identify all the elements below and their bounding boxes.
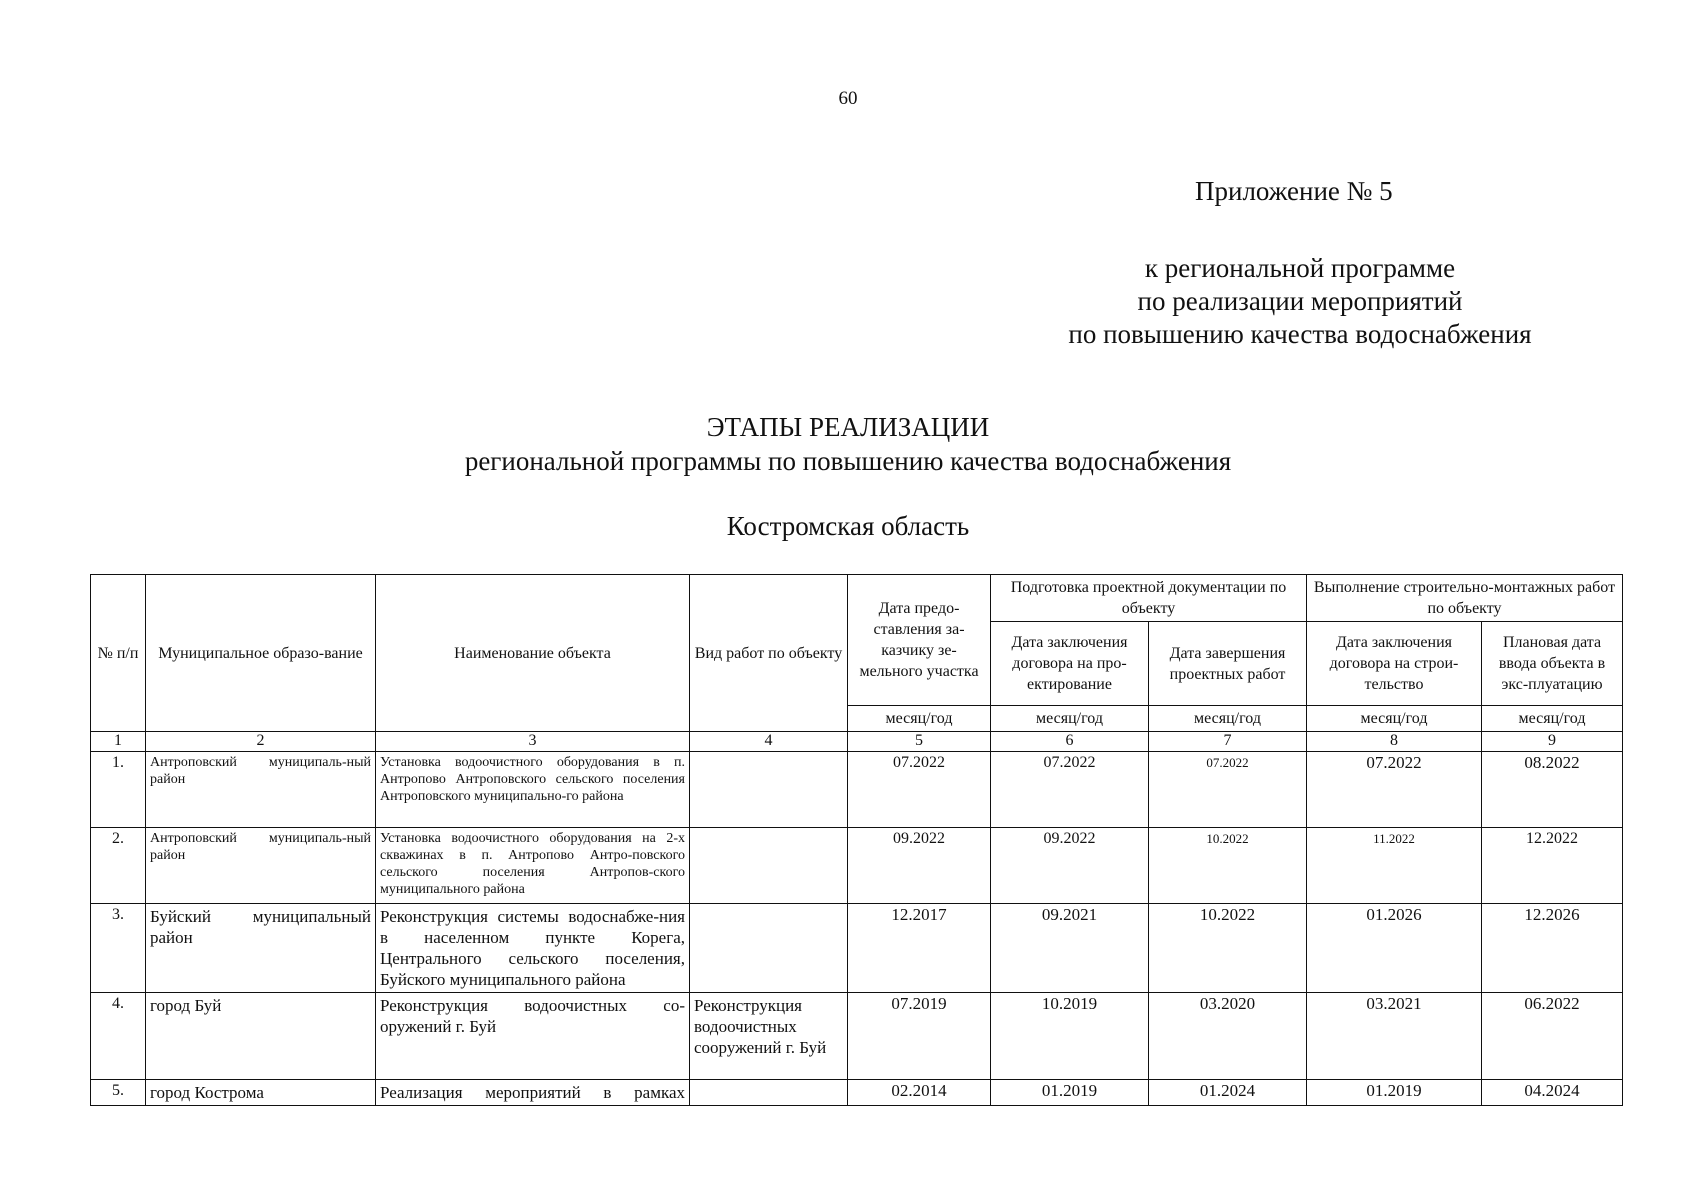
row-land-date: 07.2019 — [848, 993, 991, 1080]
row-construction-contract: 01.2019 — [1307, 1080, 1482, 1106]
row-design-finish: 10.2022 — [1149, 904, 1307, 993]
unit-label: месяц/год — [848, 706, 991, 732]
document-title: ЭТАПЫ РЕАЛИЗАЦИИ — [706, 412, 990, 442]
row-commissioning: 04.2024 — [1482, 1080, 1623, 1106]
header-municipality: Муниципальное образо-вание — [146, 575, 376, 732]
column-number: 7 — [1149, 732, 1307, 752]
row-construction-contract: 07.2022 — [1307, 752, 1482, 828]
row-design-contract: 10.2019 — [991, 993, 1149, 1080]
row-commissioning: 12.2026 — [1482, 904, 1623, 993]
row-municipality: Антроповский муниципаль-ный район — [146, 752, 376, 828]
row-commissioning: 06.2022 — [1482, 993, 1623, 1080]
column-number: 3 — [376, 732, 690, 752]
row-land-date: 07.2022 — [848, 752, 991, 828]
header-design-group: Подготовка проектной документации по объекту — [991, 575, 1307, 622]
row-object: Установка водоочистного оборудования на 2-х скважинах в п. Антропово Антро-повского сельского поселения Антропов-ского муниципального района — [376, 828, 690, 904]
row-municipality: Буйский муниципальный район — [146, 904, 376, 993]
document-subtitle: региональной программы по повышению качества водоснабжения — [464, 446, 1232, 476]
header-design-contract: Дата заключения договора на про-ектирование — [991, 622, 1149, 706]
row-municipality: город Буй — [146, 993, 376, 1080]
unit-label: месяц/год — [1482, 706, 1623, 732]
row-work-type — [690, 1080, 848, 1106]
row-land-date: 12.2017 — [848, 904, 991, 993]
row-object: Установка водоочистного оборудования в п. Антропово Антроповского сельского поселения Антроповского муниципально-го района — [376, 752, 690, 828]
row-design-contract: 01.2019 — [991, 1080, 1149, 1106]
row-object: Реконструкция водоочистных со-оружений г. Буй — [376, 993, 690, 1080]
row-num: 2. — [91, 828, 146, 904]
row-municipality: город Кострома — [146, 1080, 376, 1106]
row-num: 1. — [91, 752, 146, 828]
row-design-contract: 09.2022 — [991, 828, 1149, 904]
column-number: 6 — [991, 732, 1149, 752]
row-construction-contract: 11.2022 — [1307, 828, 1482, 904]
unit-label: месяц/год — [1149, 706, 1307, 732]
row-design-contract: 07.2022 — [991, 752, 1149, 828]
row-num: 5. — [91, 1080, 146, 1106]
row-commissioning: 08.2022 — [1482, 752, 1623, 828]
appendix-label: Приложение № 5 — [1195, 176, 1393, 206]
row-design-finish: 03.2020 — [1149, 993, 1307, 1080]
table-row — [91, 904, 1623, 993]
header-object: Наименование объекта — [376, 575, 690, 732]
table-row — [91, 1080, 1623, 1106]
header-commissioning: Плановая дата ввода объекта в экс-плуатацию — [1482, 622, 1623, 706]
row-construction-contract: 03.2021 — [1307, 993, 1482, 1080]
row-num: 3. — [91, 904, 146, 993]
row-land-date: 02.2014 — [848, 1080, 991, 1106]
row-object: Реконструкция системы водоснабже-ния в населенном пункте Корега, Центрального сельского поселения, Буйского муниципального района — [376, 904, 690, 993]
row-design-contract: 09.2021 — [991, 904, 1149, 993]
unit-label: месяц/год — [1307, 706, 1482, 732]
row-design-finish: 07.2022 — [1149, 752, 1307, 828]
row-design-finish: 01.2024 — [1149, 1080, 1307, 1106]
header-design-finish: Дата завершения проектных работ — [1149, 622, 1307, 706]
appendix-subtitle — [1040, 252, 1560, 351]
row-work-type — [690, 828, 848, 904]
row-design-finish: 10.2022 — [1149, 828, 1307, 904]
page-number: 60 — [838, 88, 858, 109]
row-work-type — [690, 904, 848, 993]
column-number: 8 — [1307, 732, 1482, 752]
table-row — [91, 752, 1623, 828]
column-number: 5 — [848, 732, 991, 752]
table-row — [91, 828, 1623, 904]
row-num: 4. — [91, 993, 146, 1080]
row-work-type: Реконструкция водоочистных сооружений г. Буй — [690, 993, 848, 1080]
row-work-type — [690, 752, 848, 828]
column-number: 9 — [1482, 732, 1623, 752]
row-construction-contract: 01.2026 — [1307, 904, 1482, 993]
subtitle-line: к региональной программе — [1144, 253, 1456, 283]
column-number: 4 — [690, 732, 848, 752]
subtitle-line: по реализации мероприятий — [1137, 286, 1463, 316]
row-commissioning: 12.2022 — [1482, 828, 1623, 904]
header-num: № п/п — [91, 575, 146, 732]
table-row — [91, 993, 1623, 1080]
subtitle-line: по повышению качества водоснабжения — [1068, 319, 1532, 349]
column-number: 2 — [146, 732, 376, 752]
row-object: Реализация мероприятий в рамках — [376, 1080, 690, 1106]
header-construction-contract: Дата заключения договора на строи-тельство — [1307, 622, 1482, 706]
row-land-date: 09.2022 — [848, 828, 991, 904]
header-land-date: Дата предо-ставления за-казчику зе-мельного участка — [848, 575, 991, 706]
header-construction-group: Выполнение строительно-монтажных работ по объекту — [1307, 575, 1623, 622]
stages-table — [90, 574, 1623, 1106]
row-municipality: Антроповский муниципаль-ный район — [146, 828, 376, 904]
region-heading: Костромская область — [726, 511, 970, 541]
column-number: 1 — [91, 732, 146, 752]
header-work-type: Вид работ по объекту — [690, 575, 848, 732]
unit-label: месяц/год — [991, 706, 1149, 732]
